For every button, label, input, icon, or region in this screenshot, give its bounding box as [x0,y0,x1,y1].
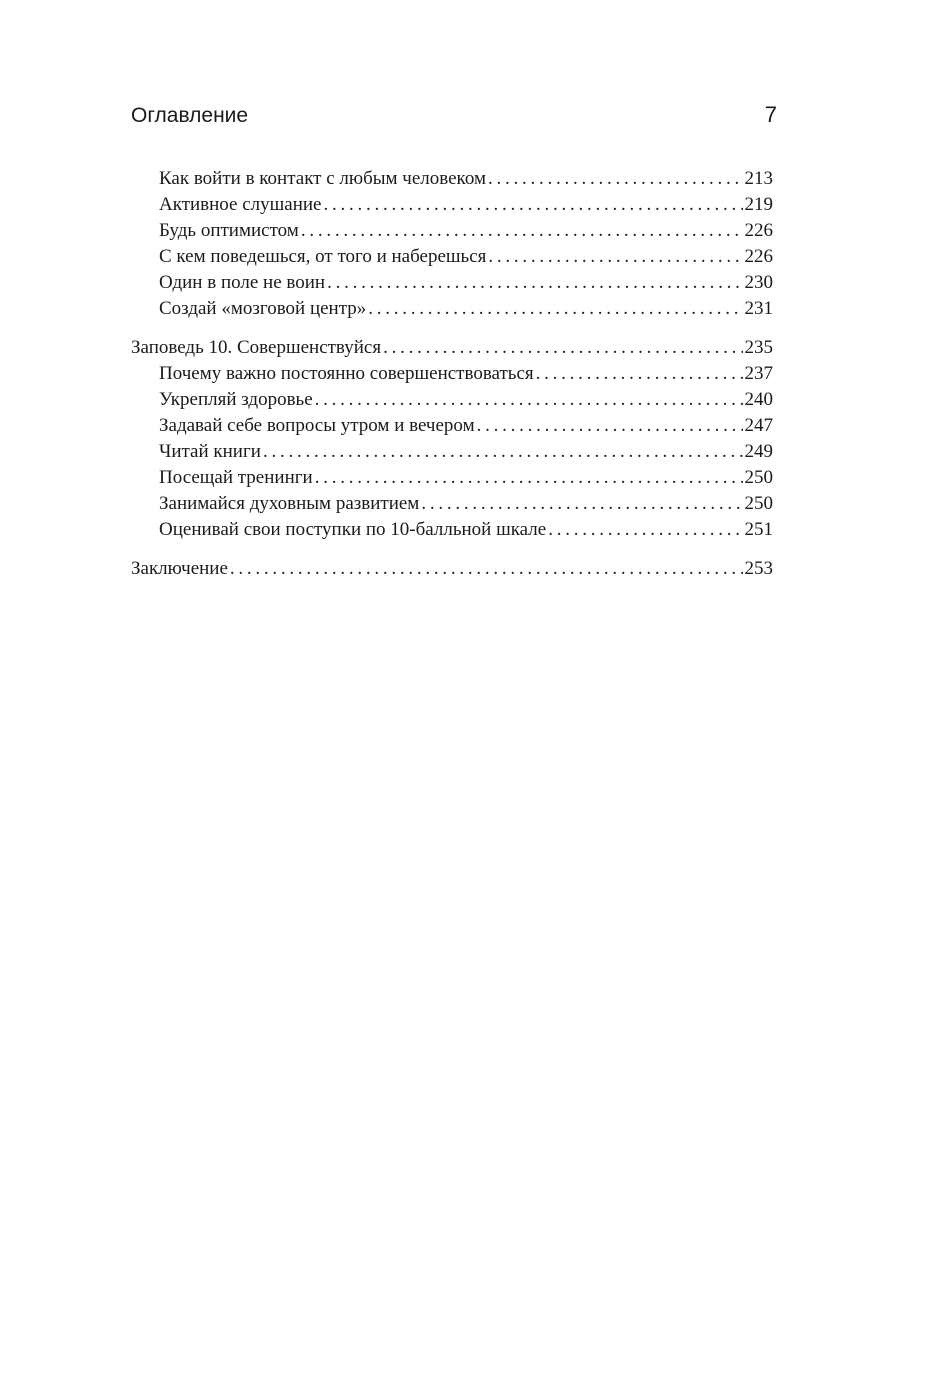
dot-leader [315,387,743,413]
toc-entry-page: 247 [744,415,773,436]
toc-entry-title: Оценивай свои поступки по 10-балльной шкале [159,519,547,540]
toc-entry-page: 230 [744,272,773,293]
dot-leader [315,465,743,491]
table-of-contents [131,166,773,582]
toc-entry[interactable] [131,517,773,543]
toc-entry-title: Как войти в контакт с любым человеком [159,168,486,189]
toc-entry[interactable] [131,413,773,439]
toc-entry-title: Укрепляй здоровье [159,389,313,410]
toc-entry-title: Читай книги [159,441,261,462]
toc-entry-page: 226 [744,246,773,267]
toc-entry-page: 250 [744,467,773,488]
toc-conclusion-page: 253 [744,558,773,579]
toc-chapter-10 [131,335,773,543]
toc-entry[interactable] [131,244,773,270]
dot-leader [327,270,742,296]
toc-entry[interactable] [131,439,773,465]
dot-leader [383,335,742,361]
toc-entry-title: Посещай тренинги [159,467,313,488]
dot-leader [488,244,742,270]
toc-entry[interactable] [131,465,773,491]
toc-conclusion-entry[interactable] [131,556,773,582]
toc-chapter-page: 235 [744,337,773,358]
toc-entry-title: Почему важно постоянно совершенствоваться [159,363,534,384]
page-number: 7 [764,102,777,127]
toc-entry-page: 226 [744,220,773,241]
dot-leader [488,166,743,192]
toc-chapter-title: Заповедь 10. Совершенствуйся [131,337,382,358]
dot-leader [230,556,743,582]
dot-leader [421,491,742,517]
toc-entry-page: 249 [744,441,773,462]
dot-leader [536,361,743,387]
dot-leader [477,413,743,439]
toc-entry-title: Активное слушание [159,194,322,215]
toc-entry[interactable] [131,166,773,192]
toc-entry[interactable] [131,270,773,296]
toc-entry-page: 213 [744,168,773,189]
toc-entry-page: 251 [744,519,773,540]
toc-conclusion [131,556,773,582]
dot-leader [368,296,742,322]
toc-entry[interactable] [131,491,773,517]
dot-leader [323,192,742,218]
toc-entry[interactable] [131,296,773,322]
toc-entry-title: С кем поведешься, от того и наберешься [159,246,487,267]
toc-entry-title: Один в поле не воин [159,272,326,293]
dot-leader [263,439,743,465]
dot-leader [548,517,742,543]
toc-entry-page: 240 [744,389,773,410]
toc-entry-title: Создай «мозговой центр» [159,298,367,319]
toc-conclusion-title: Заключение [131,558,228,579]
toc-entry[interactable] [131,361,773,387]
toc-entry-title: Занимайся духовным развитием [159,493,420,514]
toc-entry[interactable] [131,218,773,244]
toc-entry-page: 219 [744,194,773,215]
toc-entry-title: Задавай себе вопросы утром и вечером [159,415,475,436]
toc-entry-page: 237 [744,363,773,384]
toc-section-group-1 [131,166,773,322]
toc-entry[interactable] [131,192,773,218]
toc-chapter-entry[interactable] [131,335,773,361]
dot-leader [301,218,743,244]
toc-entry[interactable] [131,387,773,413]
toc-entry-page: 231 [744,298,773,319]
toc-entry-title: Будь оптимистом [159,220,299,241]
toc-entry-page: 250 [744,493,773,514]
page-title: Оглавление [131,104,249,127]
running-head [131,102,777,132]
